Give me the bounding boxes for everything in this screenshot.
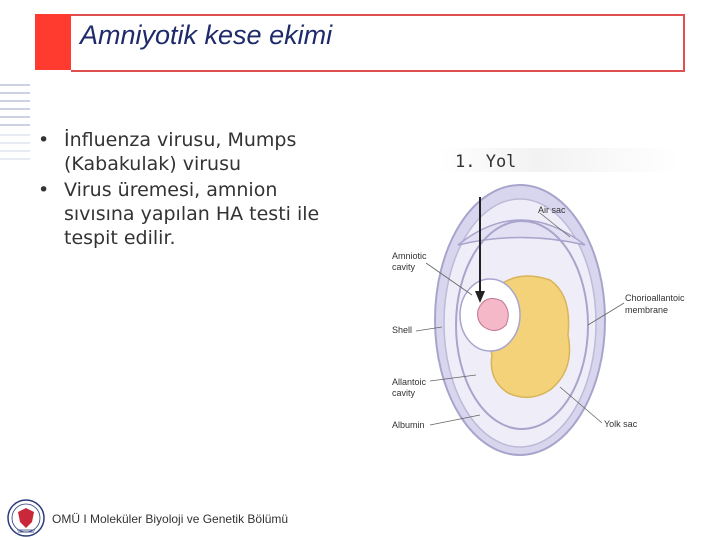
bullet-list xyxy=(36,128,326,252)
bullet-item xyxy=(36,128,326,176)
label-allantoic-cavity: cavity xyxy=(392,388,416,398)
route-label: 1. Yol xyxy=(455,152,517,172)
slide-title: Amniyotik kese ekimi xyxy=(80,20,333,50)
title-accent-bar xyxy=(35,14,71,70)
label-chorioallantoic-membrane: Chorioallantoic xyxy=(625,293,685,303)
label-shell: Shell xyxy=(392,325,413,335)
bullet-item xyxy=(36,178,326,250)
footer-text: OMÜ I Moleküler Biyoloji ve Genetik Bölümü xyxy=(52,512,289,526)
label-amniotic-cavity: Amniotic xyxy=(392,251,427,261)
label-chorioallantoic-membrane: membrane xyxy=(625,305,669,315)
bullet-text: Virus üremesi, amnion sıvısına yapılan HA testi ile tespit edilir. xyxy=(64,179,320,249)
label-amniotic-cavity: cavity xyxy=(392,262,416,272)
embryo xyxy=(478,298,509,330)
label-air-sac: Air sac xyxy=(538,205,566,215)
label-allantoic-cavity: Allantoic xyxy=(392,377,427,387)
bullet-dot: • xyxy=(38,179,50,201)
bullet-dot: • xyxy=(38,129,50,151)
label-albumin: Albumin xyxy=(392,420,425,430)
university-logo xyxy=(6,498,46,538)
bullet-text: İnfluenza virusu, Mumps (Kabakulak) virusu xyxy=(64,129,297,175)
egg-diagram xyxy=(380,175,710,475)
label-yolk-sac: Yolk sac xyxy=(604,419,638,429)
decorative-sidebar-lines xyxy=(0,75,30,325)
